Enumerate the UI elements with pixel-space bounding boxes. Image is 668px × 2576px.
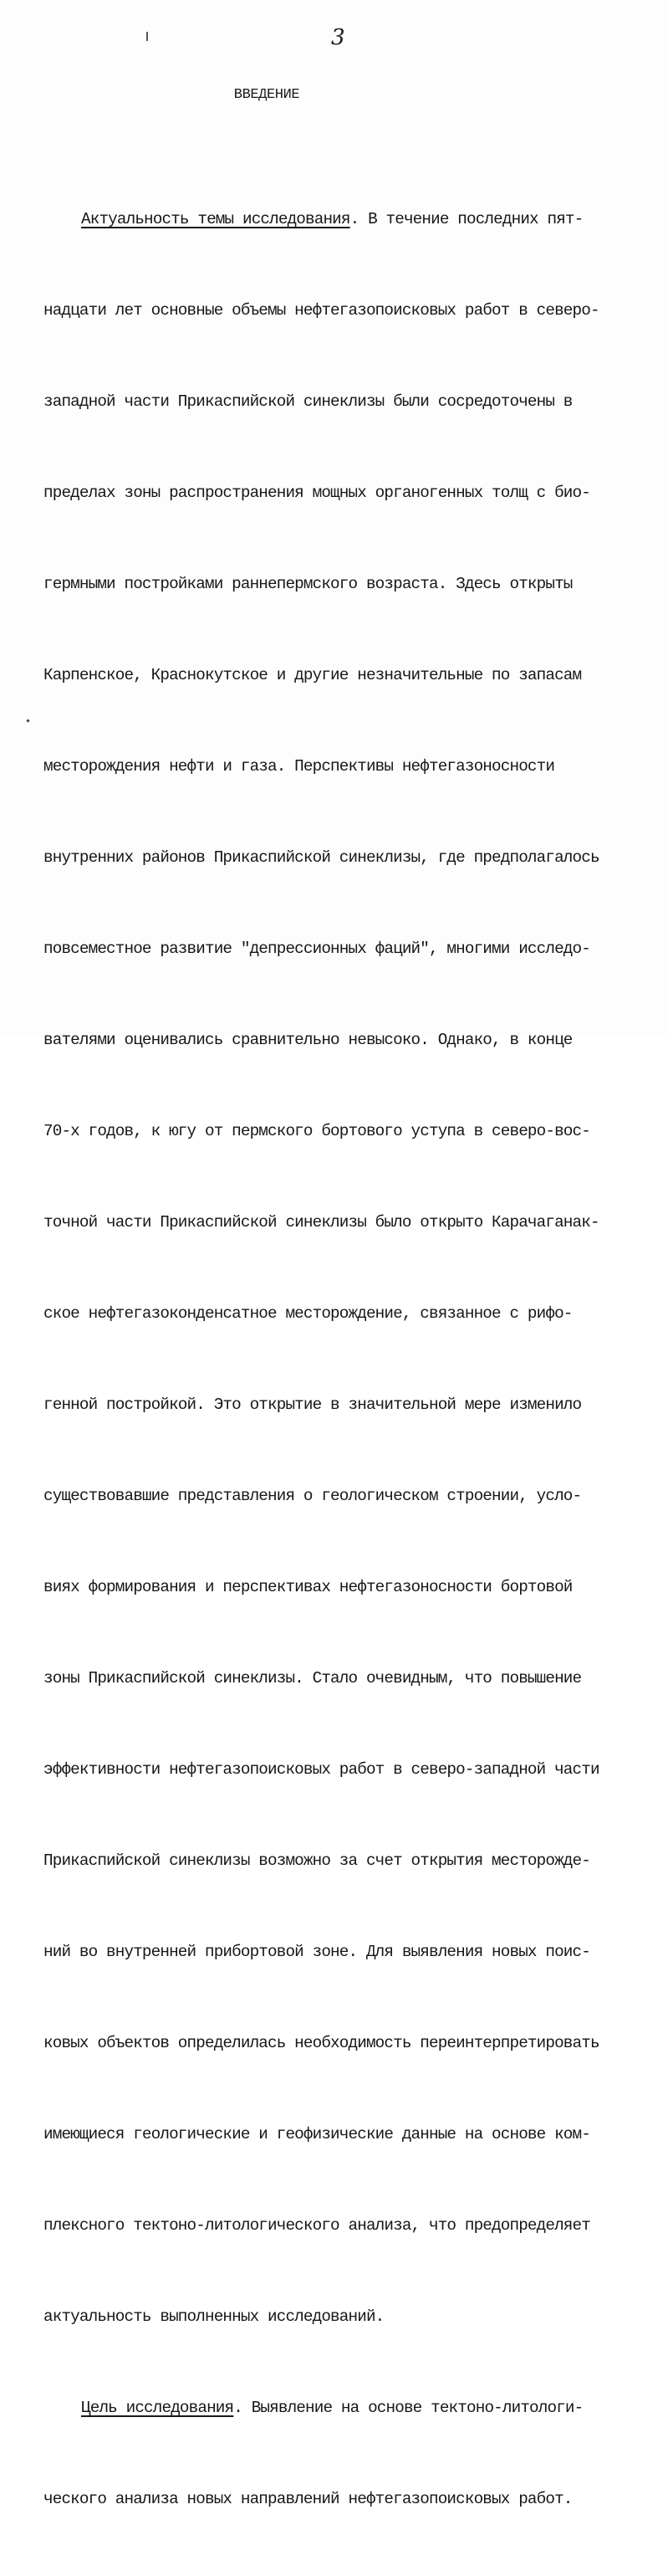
text-line: 70-х годов, к югу от пермского бортового уступа в северо-вос-: [43, 1122, 590, 1140]
text-line: ское нефтегазоконденсатное месторождение, связанное с рифо-: [43, 1304, 573, 1324]
text-line: повсеместное развитие "депрессионных фаций", многими исследо-: [43, 939, 590, 958]
margin-mark: [146, 32, 148, 41]
text-line: существовавшие представления о геологическом строении, усло-: [43, 1487, 582, 1506]
relevance-title: Актуальность темы исследования: [81, 209, 350, 228]
text-line: актуальность выполненных исследований.: [43, 2307, 385, 2327]
text-line: ний во внутренней прибортовой зоне. Для выявления новых поис-: [43, 1943, 590, 1962]
text-line: ковых объектов определилась необходимость переинтерпретировать: [43, 2034, 599, 2053]
paragraph-relevance-first-line: [43, 204, 629, 234]
page-number: 3: [331, 25, 345, 50]
paragraph-goal-first-line: [43, 2393, 629, 2423]
text-line: Прикаспийской синеклизы возможно за счет открытия месторожде-: [43, 1851, 590, 1871]
text-line: эффективности нефтегазопоисковых работ в северо-западной части: [43, 1760, 599, 1780]
text-line: западной части Прикаспийской синеклизы были сосредоточены в: [43, 392, 573, 411]
text-line: зоны Прикаспийской синеклизы. Стало очевидным, что повышение: [43, 1669, 582, 1688]
text-line: . В течение последних пят-: [349, 209, 584, 228]
goal-title: Цель исследования: [81, 2399, 234, 2418]
text-line: гермными постройками раннепермского возраста. Здесь открыты: [43, 574, 573, 593]
text-line: ческого анализа новых направлений нефтегазопоисковых работ.: [43, 2490, 573, 2509]
section-heading: [0, 87, 533, 103]
text-line: Карпенское, Краснокутское и другие незначительные по запасам: [43, 665, 582, 684]
text-line: внутренних районов Прикаспийской синеклизы, где предполагалось: [43, 848, 599, 867]
text-line: имеющиеся геологические и геофизические данные на основе ком-: [43, 2125, 590, 2144]
text-line: генной постройкой. Это открытие в значительной мере изменило: [43, 1396, 582, 1415]
text-line: виях формирования и перспективах нефтегазоносности бортовой: [43, 1578, 573, 1597]
text-line: точной части Прикаспийской синеклизы было открыто Карачаганак-: [43, 1213, 599, 1232]
text-line: плексного тектоно-литологического анализа, что предопределяет: [43, 2216, 590, 2235]
text-line: . Выявление на основе тектоно-литологи-: [233, 2399, 584, 2418]
margin-speck: [26, 719, 29, 722]
text-line: пределах зоны распространения мощных органогенных толщ с био-: [43, 483, 590, 502]
heading-text: ВВЕДЕНИЕ: [233, 87, 300, 103]
text-line: надцати лет основные объемы нефтегазопоисковых работ в северо-: [43, 300, 599, 320]
text-line: вателями оценивались сравнительно невысоко. Однако, в конце: [43, 1030, 573, 1049]
body-text: [43, 143, 629, 2576]
text-line: месторождения нефти и газа. Перспективы нефтегазоносности: [43, 756, 555, 776]
